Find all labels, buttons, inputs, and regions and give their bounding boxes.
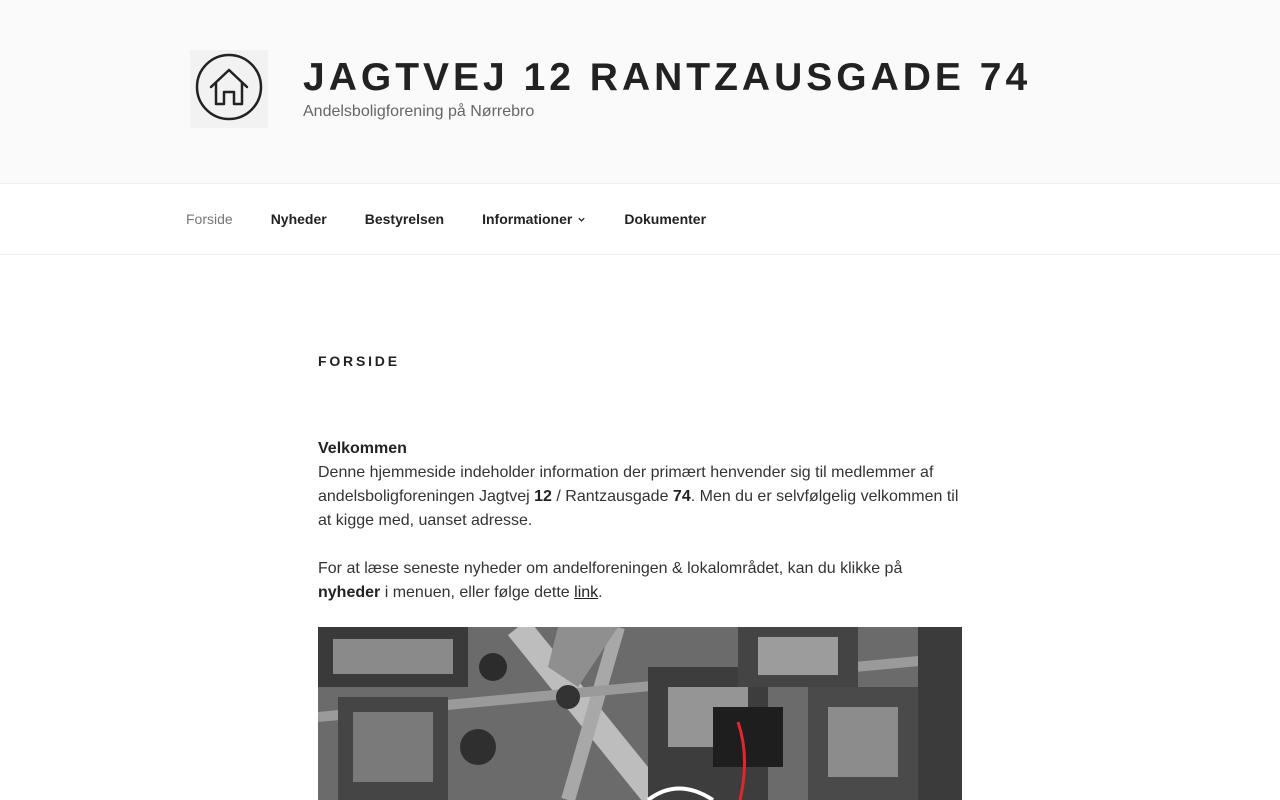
nav-item-label: Bestyrelsen <box>364 211 445 227</box>
text: . Men du er selvfølgelig velkommen til at kigge med, uanset adresse. <box>318 488 959 529</box>
news-link[interactable]: link <box>574 584 599 601</box>
nav-item-informationer[interactable] <box>463 211 605 227</box>
text: . <box>598 584 603 601</box>
nav-item-forside[interactable] <box>167 211 252 227</box>
text: i menuen, eller følge dette <box>380 584 575 601</box>
page-title: FORSIDE <box>318 353 400 369</box>
nav-item-label: Nyheder <box>270 211 327 227</box>
site-title[interactable]: JAGTVEJ 12 RANTZAUSGADE 74 <box>303 56 1032 99</box>
main-navigation <box>0 184 1280 255</box>
text: / Rantzausgade <box>551 488 673 505</box>
nav-item-label: Informationer <box>482 211 573 227</box>
text: Denne hjemmeside indeholder information der primært henvender sig til medlemmer af andelsboligforeningen Jagtvej <box>318 464 934 505</box>
entry-content <box>318 437 962 605</box>
chevron-down-icon <box>577 215 586 224</box>
site-logo[interactable] <box>190 50 268 128</box>
nav-item-dokumenter[interactable] <box>605 211 725 227</box>
news-paragraph <box>318 557 962 605</box>
nav-item-label: Dokumenter <box>624 211 707 227</box>
text-bold: 74 <box>672 488 691 505</box>
text-bold: 12 <box>534 488 552 505</box>
aerial-photo <box>318 627 962 800</box>
text: For at læse seneste nyheder om andelforeningen & lokalområdet, kan du klikke på <box>318 560 903 577</box>
welcome-heading: Velkommen <box>318 440 407 457</box>
page-content <box>318 300 962 629</box>
text-bold: nyheder <box>318 584 381 601</box>
nav-item-nyheder[interactable] <box>252 211 346 227</box>
house-icon <box>194 52 264 127</box>
site-description: Andelsboligforening på Nørrebro <box>303 103 535 120</box>
nav-item-bestyrelsen[interactable] <box>346 211 463 227</box>
site-header <box>0 0 1280 184</box>
nav-item-label: Forside <box>186 211 233 227</box>
welcome-paragraph <box>318 437 962 533</box>
